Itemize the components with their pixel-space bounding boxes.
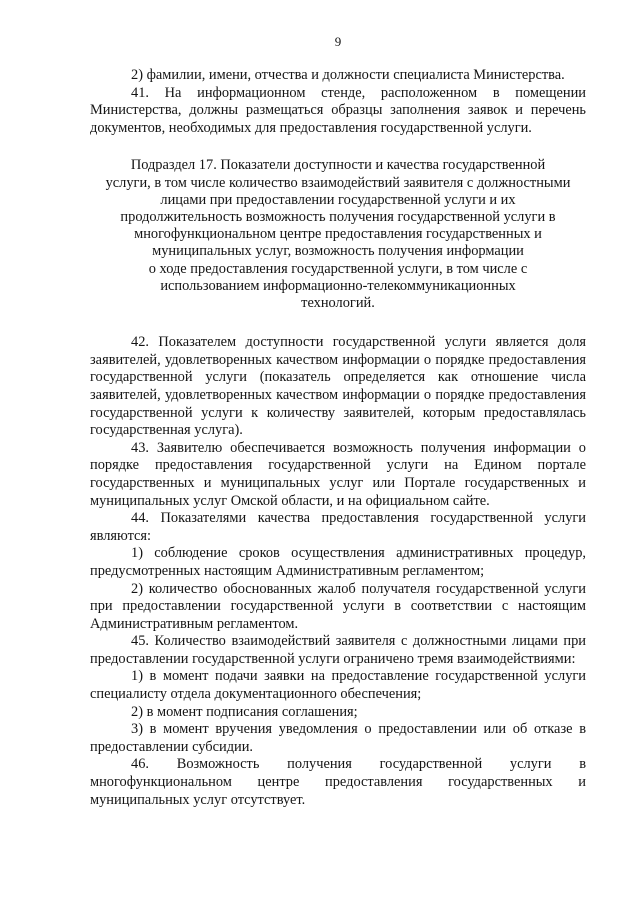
list-item: 2) количество обоснованных жалоб получателя государственной услуги при предоставлении государственной услуги в соответствии с настоящим Административным регламентом. xyxy=(90,580,586,632)
heading-line: технологий. xyxy=(301,295,375,311)
heading-line: многофункциональном центре предоставления государственных и xyxy=(134,226,542,243)
document-page xyxy=(90,34,586,809)
paragraph: 2) фамилии, имени, отчества и должности специалиста Министерства. xyxy=(131,67,565,83)
paragraph: 41. На информационном стенде, расположенном в помещении Министерства, должны размещаться образцы заполнения заявок и перечень документов, необходимых для предоставления государственной услуги. xyxy=(90,84,586,136)
list-item: 1) в момент подачи заявки на предоставление государственной услуги специалисту отдела документационного обеспечения; xyxy=(90,668,586,703)
paragraph-42: 42. Показателем доступности государственной услуги является доля заявителей, удовлетворенных качеством информации о порядке предоставления государственной услуги (показатель определяется как отношение числа заявителей, удовлетворенных качеством информации о порядке предоставления государственной услуги к количеству заявителей, которым предоставлялась государственная услуга). xyxy=(90,334,586,439)
paragraph-46: 46. Возможность получения государственной услуги в многофункциональном центре предоставления государственных и муниципальных услуг отсутствует. xyxy=(90,756,586,808)
heading-line: услуги, в том числе количество взаимодействий заявителя с должностными xyxy=(105,174,571,191)
page-number: 9 xyxy=(334,34,342,49)
paragraph-44: 44. Показателями качества предоставления государственной услуги являются: xyxy=(90,510,586,544)
list-item: 1) соблюдение сроков осуществления административных процедур, предусмотренных настоящим Административным регламентом; xyxy=(90,545,586,579)
subsection-heading xyxy=(90,157,586,312)
paragraph-43: 43. Заявителю обеспечивается возможность получения информации о порядке предоставления государственной услуги на Едином портале государственных и муниципальных услуг или Портале государственных и муниципальных услуг Омской области, и на официальном сайте. xyxy=(90,439,586,509)
heading-line: о ходе предоставления государственной услуги, в том числе с xyxy=(148,260,528,277)
heading-line: лицами при предоставлении государственной услуги и их xyxy=(160,191,516,208)
heading-line: использованием информационно-телекоммуникационных xyxy=(160,277,516,294)
heading-line: Подраздел 17. Показатели доступности и качества государственной xyxy=(130,157,546,174)
heading-line: муниципальных услуг, возможность получения информации xyxy=(152,243,524,260)
list-item: 3) в момент вручения уведомления о предоставлении или об отказе в предоставлении субсидии. xyxy=(90,721,586,755)
heading-line: продолжительность возможность получения государственной услуги в xyxy=(120,208,556,225)
list-item: 2) в момент подписания соглашения; xyxy=(131,703,358,720)
paragraph-45: 45. Количество взаимодействий заявителя с должностными лицами при предоставлении государственной услуги ограничено тремя взаимодействиями: xyxy=(90,633,586,667)
